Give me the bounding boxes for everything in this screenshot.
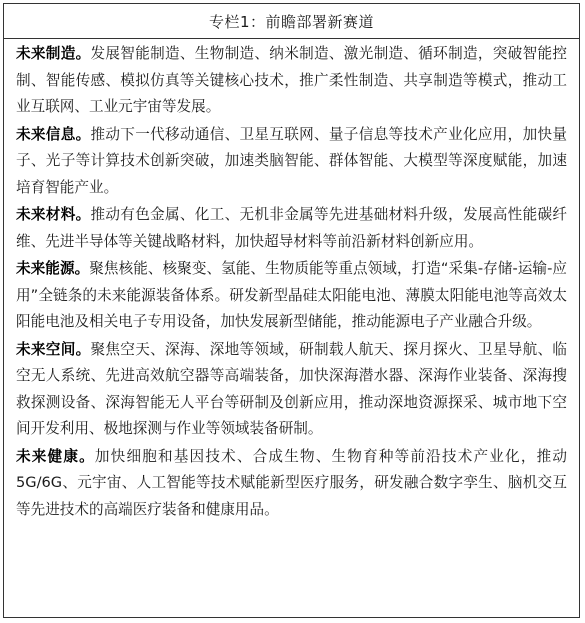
section-text: 发展智能制造、生物制造、纳米制造、激光制造、循环制造，突破智能控制、智能传感、模拟仿真等关键核心技术，推广柔性制造、共享制造等模式，推动工业互联网、工业元宇宙等发展。 <box>16 45 567 115</box>
section-label: 未来空间。 <box>16 340 91 358</box>
section-health <box>16 444 567 524</box>
section-text: 推动有色金属、化工、无机非金属等先进基础材料升级，发展高性能碳纤维、先进半导体等关键战略材料，加快超导材料等前沿新材料创新应用。 <box>16 206 567 250</box>
section-text: 推动下一代移动通信、卫星互联网、量子信息等技术产业化应用，加快量子、光子等计算技术创新突破，加速类脑智能、群体智能、大模型等深度赋能，加速培育智能产业。 <box>16 125 567 196</box>
column-title <box>4 4 579 39</box>
column-box <box>3 3 580 618</box>
section-manufacturing <box>16 41 567 121</box>
section-label: 未来制造。 <box>16 45 91 62</box>
section-label: 未来能源。 <box>16 260 90 277</box>
section-label: 未来信息。 <box>16 125 91 143</box>
column-content <box>4 39 579 523</box>
section-information <box>16 122 567 202</box>
section-label: 未来材料。 <box>16 206 91 223</box>
section-materials <box>16 202 567 255</box>
column-title-text: 专栏1：前瞻部署新赛道 <box>208 12 375 31</box>
section-text: 聚焦空天、深海、深地等领域，研制载人航天、探月探火、卫星导航、临空无人系统、先进高效航空器等高端装备，加快深海潜水器、深海作业装备、深海搜救探测设备、深海智能无人平台等研制及创新应用，推动深地资源探采、城市地下空间开发利用、极地探测与作业等领域装备研制。 <box>16 340 567 437</box>
section-text: 加快细胞和基因技术、合成生物、生物育种等前沿技术产业化，推动5G/6G、元宇宙、人工智能等技术赋能新型医疗服务，研发融合数字孪生、脑机交互等先进技术的高端医疗装备和健康用品。 <box>16 447 567 518</box>
section-text: 聚焦核能、核聚变、氢能、生物质能等重点领域，打造“采集-存储-运输-应用”全链条的未来能源装备体系。研发新型晶硅太阳能电池、薄膜太阳能电池等高效太阳能电池及相关电子专用设备，加快发展新型储能，推动能源电子产业融合升级。 <box>16 260 567 330</box>
section-energy <box>16 256 567 336</box>
section-space <box>16 337 567 443</box>
section-label: 未来健康。 <box>16 447 95 465</box>
